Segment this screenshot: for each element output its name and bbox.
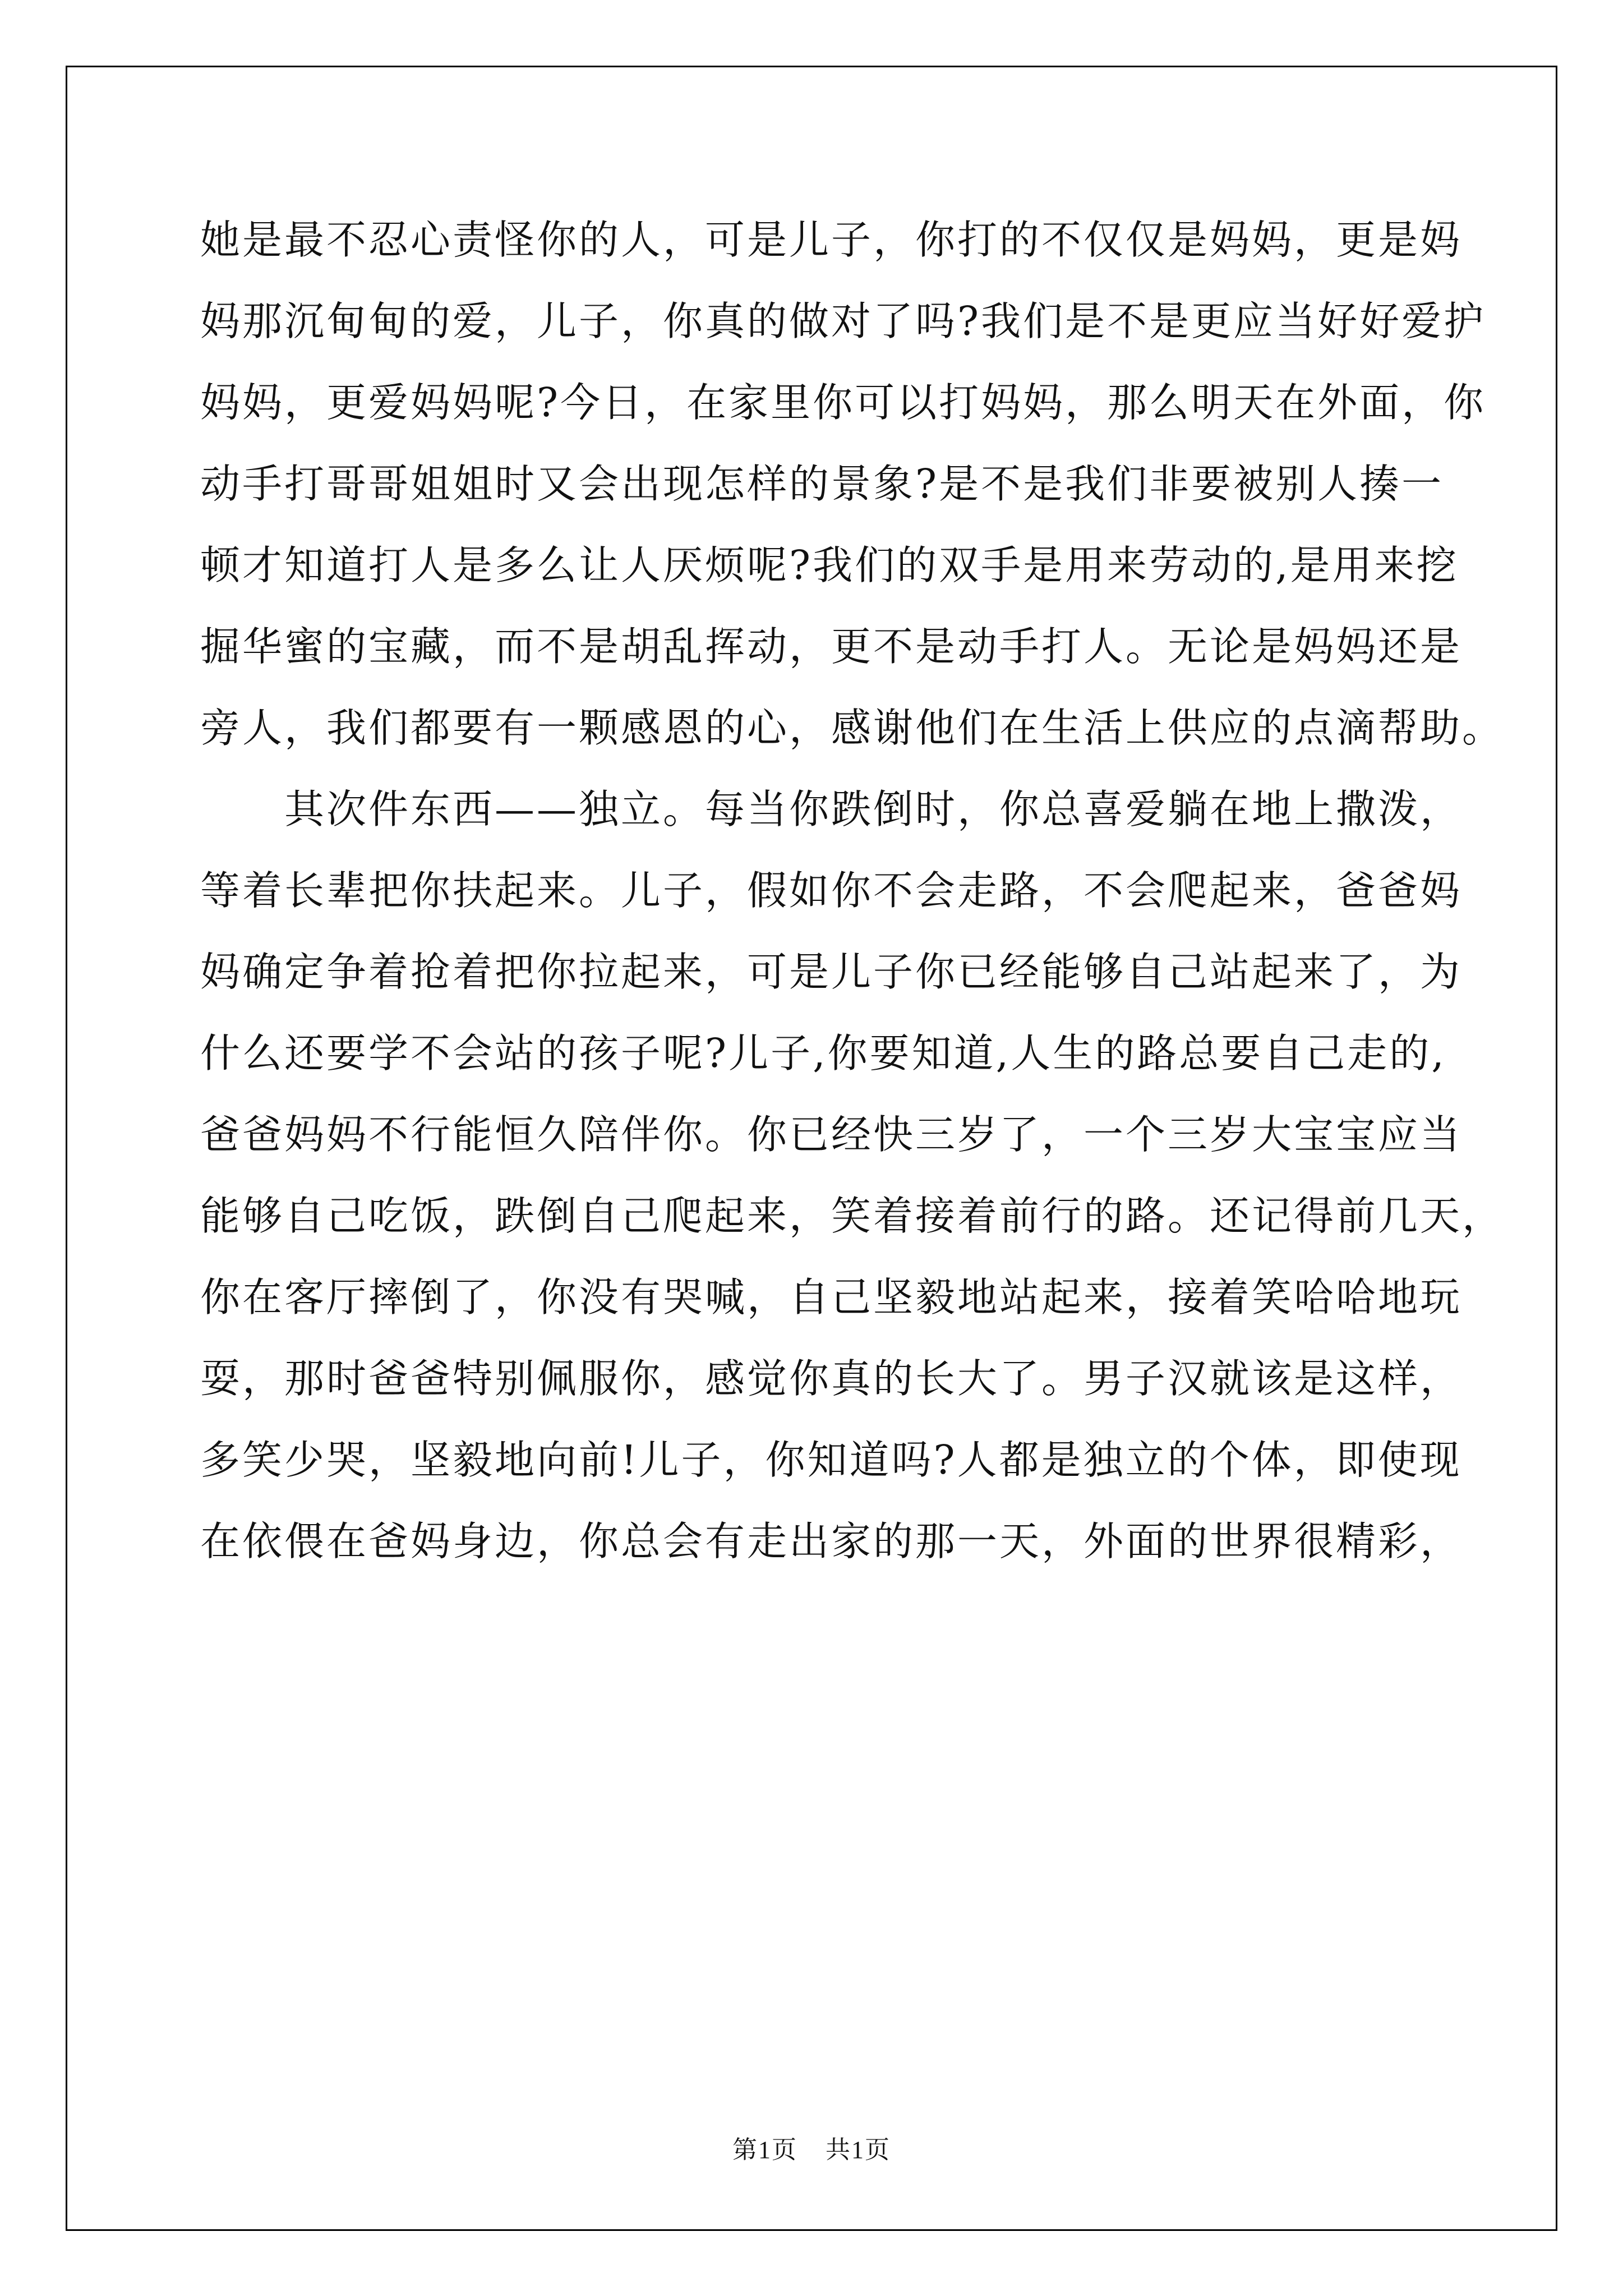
text-line-11: 什么还要学不会站的孩子呢?儿子,你要知道,人生的路总要自己走的, [200,1030,1446,1076]
page-footer [0,2129,1623,2165]
paragraph-start-line: 其次件东西——独立。每当你跌倒时，你总喜爱躺在地上撒泼， [284,786,1463,832]
text-line-2: 妈那沉甸甸的爱，儿子，你真的做对了吗?我们是不是更应当好好爱护 [200,298,1486,344]
text-line-15: 耍，那时爸爸特别佩服你，感觉你真的长大了。男子汉就该是这样， [200,1355,1463,1402]
text-line-17: 在依偎在爸妈身边，你总会有走出家的那一天，外面的世界很精彩， [200,1518,1463,1565]
document-body [200,199,1505,1582]
text-line-16: 多笑少哭，坚毅地向前!儿子，你知道吗?人都是独立的个体，即使现 [200,1437,1462,1483]
text-line-9: 等着长辈把你扶起来。儿子，假如你不会走路，不会爬起来，爸爸妈 [200,867,1463,914]
text-line-13: 能够自己吃饭，跌倒自己爬起来，笑着接着前行的路。还记得前几天， [200,1193,1505,1239]
text-line-3: 妈妈，更爱妈妈呢?今日，在家里你可以打妈妈，那么明天在外面，你 [200,379,1486,426]
text-line-1: 她是最不忍心责怪你的人，可是儿子，你打的不仅仅是妈妈，更是妈 [200,217,1463,263]
text-line-6: 掘华蜜的宝藏，而不是胡乱挥动，更不是动手打人。无论是妈妈还是 [200,623,1463,670]
text-line-10: 妈确定争着抢着把你拉起来，可是儿子你已经能够自己站起来了，为 [200,949,1463,995]
page-number: 第1页 [732,2136,797,2164]
text-line-12: 爸爸妈妈不行能恒久陪伴你。你已经快三岁了，一个三岁大宝宝应当 [200,1111,1463,1158]
text-line-14: 你在客厅摔倒了，你没有哭喊，自己坚毅地站起来，接着笑哈哈地玩 [200,1274,1463,1320]
text-line-7: 旁人，我们都要有一颗感恩的心，感谢他们在生活上供应的点滴帮助。 [200,705,1505,751]
total-pages: 共1页 [826,2136,891,2164]
text-line-5: 顿才知道打人是多么让人厌烦呢?我们的双手是用来劳动的,是用来挖 [200,542,1459,588]
text-line-4: 动手打哥哥姐姐时又会出现怎样的景象?是不是我们非要被别人揍一 [200,461,1444,507]
